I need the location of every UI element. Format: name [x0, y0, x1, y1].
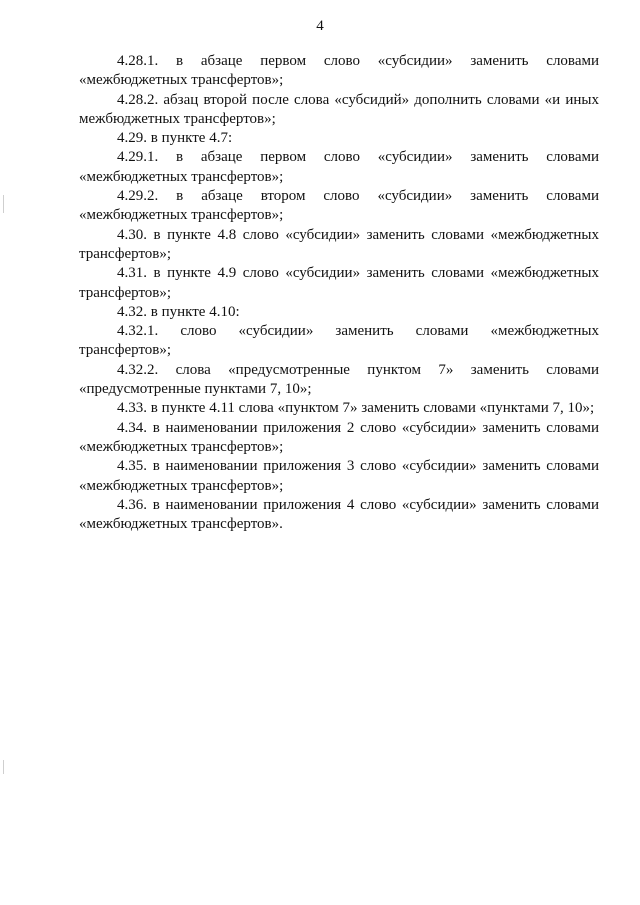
paragraph-4-30: 4.30. в пункте 4.8 слово «субсидии» заменить словами «межбюджетных трансфертов»;	[79, 226, 599, 262]
paragraph-4-35: 4.35. в наименовании приложения 3 слово «субсидии» заменить словами «межбюджетных трансфертов»;	[79, 458, 599, 494]
paragraph-4-36: 4.36. в наименовании приложения 4 слово «субсидии» заменить словами «межбюджетных трансфертов».	[79, 496, 599, 533]
paragraph-4-33: 4.33. в пункте 4.11 слова «пунктом 7» заменить словами «пунктами 7, 10»;	[117, 400, 595, 417]
scan-edge-mark-bottom	[3, 760, 4, 774]
paragraph-4-29-1: 4.29.1. в абзаце первом слово «субсидии» заменить словами «межбюджетных трансфертов»;	[79, 149, 599, 185]
document-body	[79, 52, 599, 534]
paragraph-4-28-1: 4.28.1. в абзаце первом слово «субсидии» заменить словами «межбюджетных трансфертов»;	[79, 53, 599, 89]
page-number: 4	[316, 18, 324, 34]
paragraph-4-31: 4.31. в пункте 4.9 слово «субсидии» заменить словами «межбюджетных трансфертов»;	[79, 265, 599, 301]
paragraph-4-32: 4.32. в пункте 4.10:	[117, 303, 240, 320]
paragraph-4-29-2: 4.29.2. в абзаце втором слово «субсидии» заменить словами «межбюджетных трансфертов»;	[79, 188, 599, 224]
paragraph-4-32-1: 4.32.1. слово «субсидии» заменить словами «межбюджетных трансфертов»;	[79, 323, 599, 359]
paragraph-4-32-2: 4.32.2. слова «предусмотренные пунктом 7» заменить словами «предусмотренные пунктами 7, 10»;	[79, 361, 599, 398]
paragraph-4-29: 4.29. в пункте 4.7:	[117, 130, 233, 147]
scan-edge-mark-top	[3, 195, 4, 213]
paragraph-4-28-2: 4.28.2. абзац второй после слова «субсидий» дополнить словами «и иных межбюджетных трансфертов»;	[79, 91, 599, 127]
paragraph-4-34: 4.34. в наименовании приложения 2 слово «субсидии» заменить словами «межбюджетных трансфертов»;	[79, 419, 599, 455]
